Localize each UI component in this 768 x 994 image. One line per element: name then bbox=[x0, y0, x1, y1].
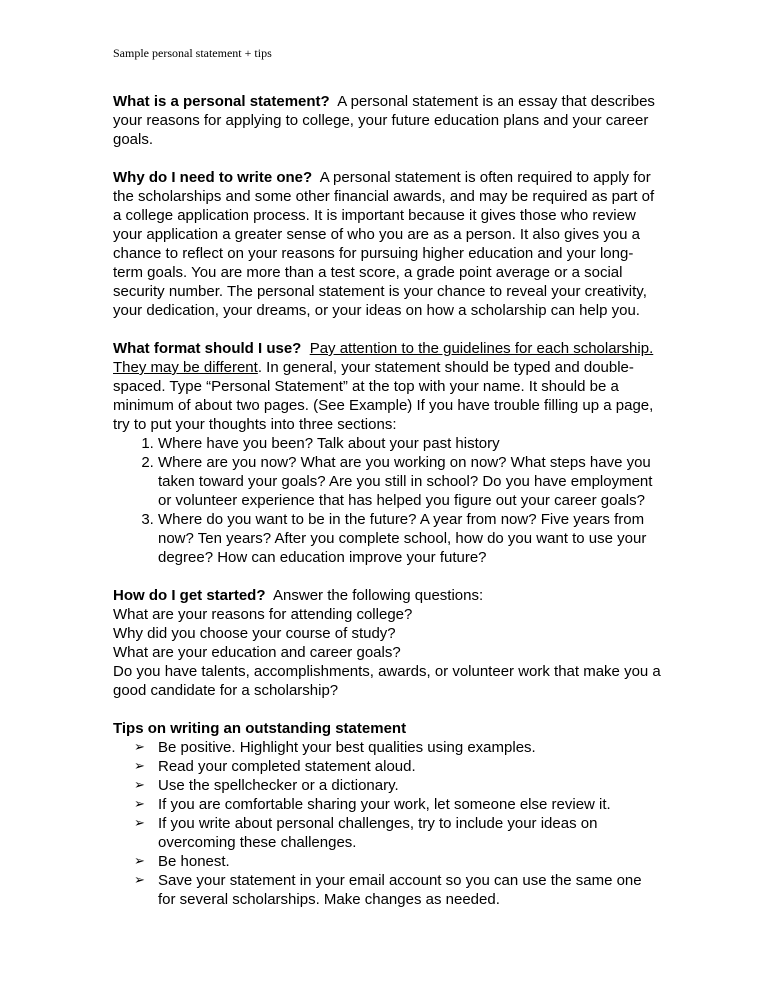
section-format bbox=[113, 339, 661, 567]
section-intro bbox=[113, 586, 661, 605]
arrow-bullet-icon: ➢ bbox=[134, 778, 145, 793]
section-heading: What is a personal statement? bbox=[113, 93, 330, 110]
section-body: Answer the following questions: bbox=[273, 587, 484, 604]
list-item bbox=[134, 776, 661, 795]
guidelines-underlined: Pay attention to the guidelines for each scholarship. They may be different bbox=[113, 340, 654, 376]
question-item: Do you have talents, accomplishments, awards, or volunteer work that make you a good candidate for a scholarship? bbox=[113, 663, 661, 699]
section-why bbox=[113, 168, 661, 320]
arrow-bullet-icon: ➢ bbox=[134, 854, 145, 869]
section-heading: How do I get started? bbox=[113, 587, 266, 604]
section-started bbox=[113, 586, 661, 700]
list-item: 3. Where do you want to be in the future? A year from now? Five years from now? Ten years? After you complete school, how do you want to use your degree? How can education improve your future? bbox=[158, 510, 661, 567]
section-body: . In general, your statement should be typed and double-spaced. Type “Personal Statement” at the top with your name. It should be a minimum of about two pages. (See Example) If you have trouble filling up a page, try to put your thoughts into three sections: bbox=[113, 359, 654, 433]
section-body: A personal statement is an essay that describes your reasons for applying to college, your future education plans and your career goals. bbox=[113, 93, 655, 148]
section-what-is bbox=[113, 92, 661, 149]
format-steps-list bbox=[113, 434, 661, 567]
list-item: 2. Where are you now? What are you working on now? What steps have you taken toward your goals? Are you still in school? Do you have employment or volunteer experience that has helped you figure out your career goals? bbox=[158, 453, 661, 510]
arrow-bullet-icon: ➢ bbox=[134, 797, 145, 812]
list-item bbox=[134, 814, 661, 852]
tip-text: If you write about personal challenges, try to include your ideas on overcoming these challenges. bbox=[158, 815, 598, 851]
tip-text: Be positive. Highlight your best qualities using examples. bbox=[158, 739, 536, 756]
tips-list bbox=[113, 738, 661, 909]
question-item: What are your reasons for attending college? bbox=[113, 606, 413, 623]
section-heading: Tips on writing an outstanding statement bbox=[113, 720, 407, 737]
question-item: Why did you choose your course of study? bbox=[113, 625, 396, 642]
section-body: A personal statement is often required to apply for the scholarships and some other financial awards, and may be required as part of a college application process. It is important because it gives those who review your application a greater sense of who you are as a person. It also gives you a chance to reflect on your reasons for pursuing higher education and your long-term goals. You are more than a test score, a grade point average or a social security number. The personal statement is your chance to reveal your creativity, your dedication, your dreams, or your ideas on how a scholarship can help you. bbox=[113, 169, 655, 319]
arrow-bullet-icon: ➢ bbox=[134, 816, 145, 831]
tip-text: Save your statement in your email account so you can use the same one for several scholarships. Make changes as needed. bbox=[158, 872, 642, 908]
list-item bbox=[134, 757, 661, 776]
list-item bbox=[134, 738, 661, 757]
section-intro bbox=[113, 339, 661, 434]
page-header: Sample personal statement + tips bbox=[113, 46, 272, 60]
list-item bbox=[134, 852, 661, 871]
list-item bbox=[134, 871, 661, 909]
section-tips bbox=[113, 719, 661, 909]
list-item bbox=[134, 795, 661, 814]
question-item: What are your education and career goals? bbox=[113, 644, 401, 661]
arrow-bullet-icon: ➢ bbox=[134, 873, 145, 888]
arrow-bullet-icon: ➢ bbox=[134, 759, 145, 774]
section-heading: What format should I use? bbox=[113, 340, 302, 357]
arrow-bullet-icon: ➢ bbox=[134, 740, 145, 755]
section-heading: Why do I need to write one? bbox=[113, 169, 313, 186]
tip-text: Read your completed statement aloud. bbox=[158, 758, 416, 775]
tip-text: Use the spellchecker or a dictionary. bbox=[158, 777, 399, 794]
tip-text: Be honest. bbox=[158, 853, 230, 870]
list-item: 1. Where have you been? Talk about your past history bbox=[158, 434, 661, 453]
tip-text: If you are comfortable sharing your work, let someone else review it. bbox=[158, 796, 611, 813]
document-body bbox=[113, 92, 661, 928]
